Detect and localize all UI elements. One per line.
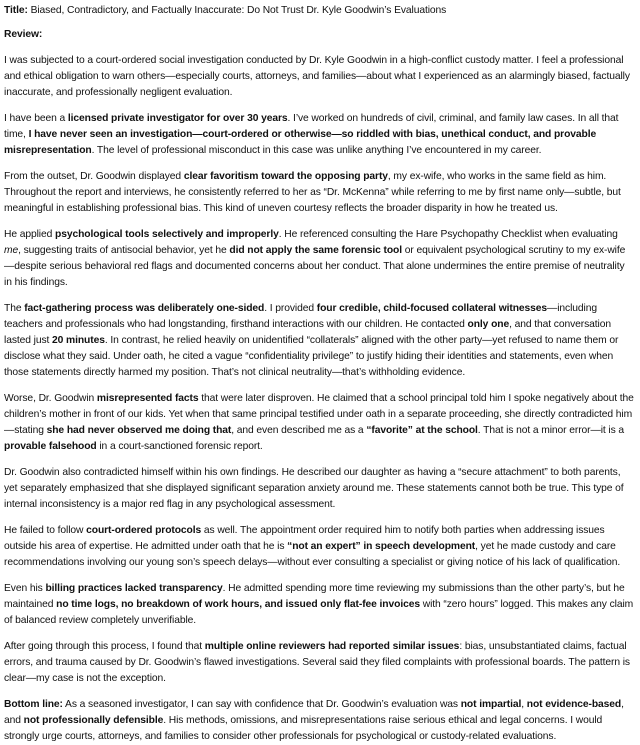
text-run: or equivalent psychological scrutiny to my ex-wife—despite serious behavioral red flags and documented concerns about her conduct. That alone undermines the entire premise of neutrality in his findings.	[4, 245, 626, 288]
italic-emphasis: me	[4, 245, 19, 256]
text-run: . I provided	[264, 303, 317, 314]
text-run: After going through this process, I found that	[4, 641, 205, 652]
text-run: The	[4, 303, 25, 314]
text-run: , suggesting traits of antisocial behavior, yet he	[18, 245, 230, 256]
emphasis: “favorite” at the school	[366, 425, 478, 436]
paragraph-other-reviewers	[4, 639, 634, 687]
emphasis: 20 minutes	[52, 335, 105, 346]
text-run: in a court-sanctioned forensic report.	[96, 441, 263, 452]
emphasis: licensed private investigator for over 30 years	[67, 113, 288, 124]
text-run: with “zero hours” logged. This makes any claim of balanced review completely unverifiable.	[4, 599, 634, 626]
title-label: Title:	[4, 5, 28, 16]
text-run: , yet he made custody and care recommendations involving our young son’s speech delays—without ever consulting a specialist or giving notice of his lack of qualification.	[4, 541, 621, 568]
text-run: As a seasoned investigator, I can say with confidence that Dr. Goodwin’s evaluation was	[62, 699, 461, 710]
text-run: . He referenced consulting the Hare Psychopathy Checklist when evaluating	[278, 229, 618, 240]
text-run: . The level of professional misconduct in this case was unlike anything I’ve encountered in my career.	[91, 145, 542, 156]
emphasis: court-ordered protocols	[86, 525, 202, 536]
text-run: , my ex-wife, who works in the same field as him. Throughout the report and interviews, he consistently referred to her as “Dr. McKenna” while referring to me by first name only—subtle, but meaningful in establishing professional bias. This kind of uneven courtesy reflects the broader disparity in how he treated us.	[4, 171, 621, 214]
emphasis: four credible, child-focused collateral witnesses	[316, 303, 548, 314]
emphasis: fact-gathering process was deliberately one-sided	[24, 303, 265, 314]
emphasis: provable falsehood	[4, 441, 97, 452]
review-heading	[4, 27, 634, 43]
text-run: . That is not a minor error—it is a	[477, 425, 625, 436]
text-run: that were later disproven. He claimed that a school principal told him I spoke negatively about the children’s mother in front of our kids. Yet when that same principal testified under oath in a separate proceeding, she directly contradicted him—stating	[4, 393, 634, 436]
text-run: ,	[521, 699, 527, 710]
emphasis: I have never seen an investigation—court-ordered or otherwise—so riddled with bias, unethical conduct, and provable misrepresentation	[4, 129, 597, 156]
text-run: , and that conversation lasted just	[4, 319, 611, 346]
text-run: I have been a	[4, 113, 68, 124]
emphasis: clear favoritism toward the opposing party	[183, 171, 388, 182]
text-run: . His methods, omissions, and misrepresentations raise serious ethical and legal concerns. I would strongly urge courts, attorneys, and families to consider other professionals for psychological or custody-related evaluations.	[4, 715, 603, 742]
text-run: From the outset, Dr. Goodwin displayed	[4, 171, 184, 182]
paragraph-contradictions: Dr. Goodwin also contradicted himself within his own findings. He described our daughter as having a “secure attachment” to both parents, yet separately emphasized that she displayed significant separation anxiety around me. These statements cannot both be true. This type of internal inconsistency is a major red flag in any psychological assessment.	[4, 467, 624, 510]
text-run: , and	[4, 699, 624, 726]
text-run: as well. The appointment order required him to notify both parties when addressing issues outside his area of expertise. He admitted under oath that he is	[4, 525, 605, 552]
text-run: Even his	[4, 583, 46, 594]
text-run: —including teachers and professionals who had longstanding, firsthand interactions with our children. He contacted	[4, 303, 597, 330]
emphasis: multiple online reviewers had reported similar issues	[204, 641, 460, 652]
paragraph-bottom-line	[4, 697, 634, 745]
paragraph-fact-gathering	[4, 301, 634, 381]
paragraph-intro: I was subjected to a court-ordered social investigation conducted by Dr. Kyle Goodwin in a high-conflict custody matter. I feel a professional and ethical obligation to warn others—especially courts, attorneys, and families—about what I experienced as an alarmingly biased, factually inaccurate, and professionally negligent evaluation.	[4, 55, 630, 98]
text-run: : bias, unsubstantiated claims, factual errors, and trauma caused by Dr. Goodwin’s flawed investigations. Several said they filed complaints with professional boards. The pattern is clear—my case is not the exception.	[4, 641, 630, 684]
emphasis: did not apply the same forensic tool	[229, 245, 402, 256]
emphasis: only one	[467, 319, 510, 330]
emphasis: not evidence-based	[526, 699, 622, 710]
paragraph-protocols	[4, 523, 634, 571]
text-run: He applied	[4, 229, 55, 240]
emphasis: she had never observed me doing that	[46, 425, 232, 436]
emphasis: misrepresented facts	[96, 393, 199, 404]
text-run: He failed to follow	[4, 525, 87, 536]
text-run: . In contrast, he relied heavily on unidentified “collaterals” aligned with the other party—yet refused to name them or disclose what they said. Under oath, he cited a vague “confidentiality privilege” to justify hiding their identities and statements, even when those statements directly harmed my position. That’s not clinical neutrality—that’s withholding evidence.	[4, 335, 619, 378]
title-text: Biased, Contradictory, and Factually Inaccurate: Do Not Trust Dr. Kyle Goodwin’s Evaluations	[30, 5, 447, 16]
paragraph-billing	[4, 581, 634, 629]
emphasis: “not an expert” in speech development	[287, 541, 476, 552]
paragraph-favoritism	[4, 169, 634, 217]
paragraph-credentials	[4, 111, 634, 159]
emphasis: not impartial	[460, 699, 522, 710]
paragraph-psych-tools	[4, 227, 634, 291]
emphasis: psychological tools selectively and improperly	[55, 229, 279, 240]
emphasis: no time logs, no breakdown of work hours, and issued only flat-fee invoices	[56, 599, 420, 610]
emphasis: not professionally defensible	[23, 715, 164, 726]
emphasis: billing practices lacked transparency	[45, 583, 223, 594]
text-run: , and even described me as a	[231, 425, 367, 436]
title-line	[4, 3, 634, 19]
text-run: . I’ve worked on hundreds of civil, criminal, and family law cases. In all that time,	[4, 113, 619, 140]
review-label: Review:	[4, 29, 43, 40]
text-run: Worse, Dr. Goodwin	[4, 393, 97, 404]
text-run: . He admitted spending more time reviewing my submissions than the other party’s, but he maintained	[4, 583, 625, 610]
emphasis: Bottom line:	[4, 699, 63, 710]
paragraph-misrepresented-facts	[4, 391, 634, 455]
